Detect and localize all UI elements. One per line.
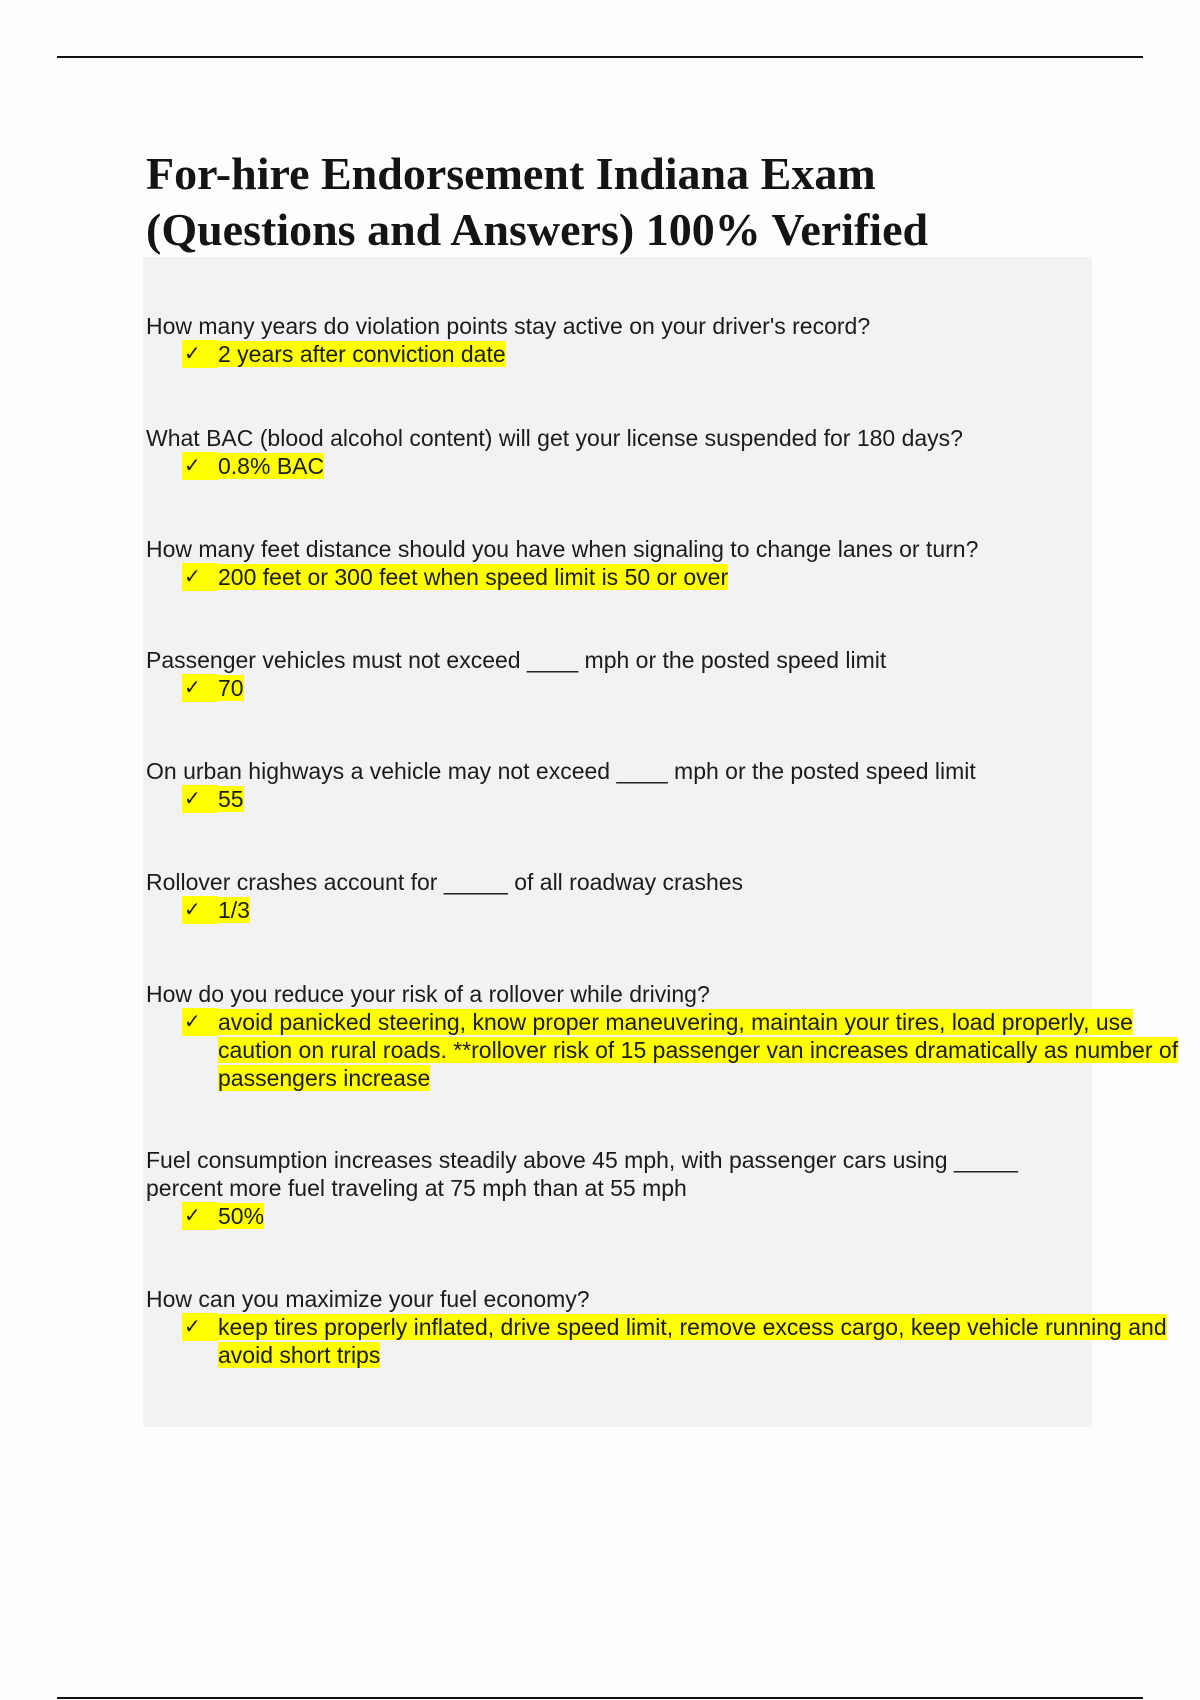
check-icon: ✓ — [182, 563, 218, 591]
answer-text: 0.8% BAC — [218, 453, 325, 479]
qa-item — [146, 757, 1086, 813]
answer — [146, 1202, 1086, 1230]
answer-text: keep tires properly inflated, drive speed limit, remove excess cargo, keep vehicle running and avoid short trips — [218, 1314, 1167, 1368]
check-icon: ✓ — [182, 1008, 218, 1036]
question-text: How do you reduce your risk of a rollover while driving? — [146, 981, 710, 1007]
check-icon: ✓ — [182, 452, 218, 480]
question-text: How can you maximize your fuel economy? — [146, 1286, 590, 1312]
answer — [146, 1313, 1188, 1369]
answer — [146, 452, 1086, 480]
qa-item — [146, 312, 1086, 368]
title-line-2: (Questions and Answers) 100% Verified — [146, 204, 929, 255]
qa-item — [146, 535, 1086, 591]
title-line-1: For-hire Endorsement Indiana Exam — [146, 148, 876, 199]
question-text: Rollover crashes account for _____ of all roadway crashes — [146, 869, 744, 895]
answer — [146, 674, 1086, 702]
answer-text: 2 years after conviction date — [218, 341, 506, 367]
answer-text: 55 — [218, 786, 244, 812]
qa-item — [146, 646, 1086, 702]
question-text: On urban highways a vehicle may not exceed ____ mph or the posted speed limit — [146, 758, 976, 784]
answer — [146, 785, 1086, 813]
question-text: What BAC (blood alcohol content) will get your license suspended for 180 days? — [146, 425, 963, 451]
answer-text: 70 — [218, 675, 244, 701]
answer-text: 200 feet or 300 feet when speed limit is 50 or over — [218, 564, 729, 590]
answer-text: 50% — [218, 1203, 265, 1229]
check-icon: ✓ — [182, 674, 218, 702]
answer — [146, 340, 1086, 368]
qa-item — [146, 424, 1086, 480]
question-text: Fuel consumption increases steadily above 45 mph, with passenger cars using _____ percent more fuel traveling at 75 mph than at 55 mph — [146, 1147, 1018, 1201]
bottom-rule — [57, 1697, 1143, 1699]
check-icon: ✓ — [182, 1313, 218, 1341]
check-icon: ✓ — [182, 340, 218, 368]
answer-text: avoid panicked steering, know proper maneuvering, maintain your tires, load properly, use caution on rural roads. **rollover risk of 15 passenger van increases dramatically as number of passengers increase — [218, 1009, 1179, 1091]
document-title — [146, 146, 1146, 258]
check-icon: ✓ — [182, 1202, 218, 1230]
qa-item — [146, 1285, 1167, 1369]
answer — [146, 563, 1086, 591]
check-icon: ✓ — [182, 785, 218, 813]
answer — [146, 896, 1086, 924]
answer — [146, 1008, 1188, 1092]
check-icon: ✓ — [182, 896, 218, 924]
question-text: Passenger vehicles must not exceed ____ mph or the posted speed limit — [146, 647, 887, 673]
question-text: How many years do violation points stay active on your driver's record? — [146, 313, 871, 339]
answer-text: 1/3 — [218, 897, 250, 923]
qa-item — [146, 980, 1179, 1092]
qa-item — [146, 868, 1086, 924]
qa-item — [146, 1146, 1086, 1230]
top-rule — [57, 56, 1143, 58]
question-text: How many feet distance should you have when signaling to change lanes or turn? — [146, 536, 979, 562]
